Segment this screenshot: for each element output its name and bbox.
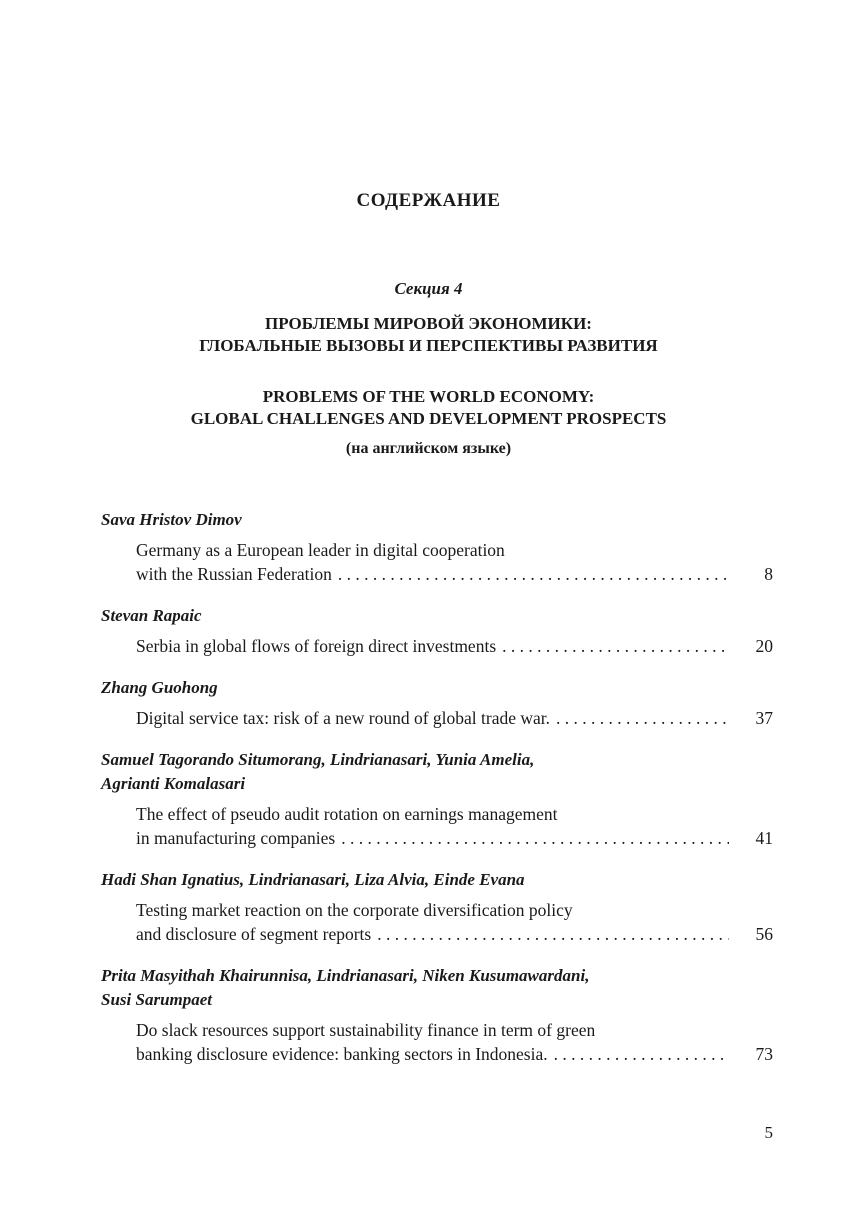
- entry-title-text: in manufacturing companies: [136, 828, 336, 848]
- entry-authors-line: Sava Hristov Dimov: [101, 510, 242, 529]
- entry-title-last-line: [136, 562, 773, 586]
- entry-authors-line: Zhang Guohong: [101, 678, 218, 697]
- entry-title-text: and disclosure of segment reports: [136, 924, 372, 944]
- section-label: Секция 4: [394, 279, 463, 298]
- entry-article[interactable]: [101, 538, 773, 586]
- entry-title-text: Digital service tax: risk of a new round of global trade war.: [136, 708, 551, 728]
- dot-leader: [554, 1042, 729, 1066]
- section-title-ru-line2: ГЛОБАЛЬНЫЕ ВЫЗОВЫ И ПЕРСПЕКТИВЫ РАЗВИТИЯ: [199, 336, 658, 355]
- entry-page-number: 20: [755, 636, 773, 656]
- toc-heading: СОДЕРЖАНИЕ: [356, 190, 501, 211]
- entry-authors-line: Susi Sarumpaet: [101, 990, 213, 1009]
- entry-title-line: Do slack resources support sustainability finance in term of green: [136, 1020, 596, 1040]
- entry-article[interactable]: [101, 706, 773, 730]
- entry-title-line: Testing market reaction on the corporate diversification policy: [136, 900, 573, 920]
- toc-entries: [101, 508, 773, 1084]
- entry-article[interactable]: [101, 1018, 773, 1066]
- language-note: (на английском языке): [345, 440, 512, 457]
- entry-authors-line: Stevan Rapaic: [101, 606, 202, 625]
- toc-entry: [101, 676, 773, 730]
- section-title-en-line2: GLOBAL CHALLENGES AND DEVELOPMENT PROSPECTS: [190, 409, 667, 428]
- entry-title-last-line: [136, 634, 773, 658]
- entry-title-line: The effect of pseudo audit rotation on earnings management: [136, 804, 558, 824]
- toc-entry: [101, 748, 773, 850]
- toc-entry: [101, 868, 773, 946]
- entry-authors-line: Prita Masyithah Khairunnisa, Lindrianasari, Niken Kusumawardani,: [101, 966, 590, 985]
- section-title-russian: [0, 313, 857, 357]
- entry-authors: [101, 508, 773, 532]
- dot-leader: [377, 922, 729, 946]
- entry-authors: [101, 748, 773, 796]
- entry-authors-line: Hadi Shan Ignatius, Lindrianasari, Liza Alvia, Einde Evana: [101, 870, 525, 889]
- entry-page-number: 56: [755, 924, 773, 944]
- entry-authors: [101, 868, 773, 892]
- entry-title-line: Germany as a European leader in digital cooperation: [136, 540, 505, 560]
- section-title-english: [0, 386, 857, 430]
- section-title-en-line1: PROBLEMS OF THE WORLD ECONOMY:: [262, 387, 595, 406]
- entry-title-text: Serbia in global flows of foreign direct investments: [136, 636, 497, 656]
- entry-authors-line: Agrianti Komalasari: [101, 774, 246, 793]
- entry-page-number: 8: [764, 564, 773, 584]
- dot-leader: [341, 826, 729, 850]
- section-title-ru-line1: ПРОБЛЕМЫ МИРОВОЙ ЭКОНОМИКИ:: [265, 314, 592, 333]
- entry-article[interactable]: [101, 802, 773, 850]
- dot-leader: [338, 562, 729, 586]
- entry-title-text: with the Russian Federation: [136, 564, 332, 584]
- dot-leader: [556, 706, 729, 730]
- entry-title-last-line: [136, 922, 773, 946]
- entry-title-last-line: [136, 826, 773, 850]
- entry-page-number: 41: [755, 828, 773, 848]
- entry-article[interactable]: [101, 634, 773, 658]
- entry-page-number: 37: [755, 708, 773, 728]
- toc-entry: [101, 508, 773, 586]
- entry-authors: [101, 604, 773, 628]
- page-number: 5: [764, 1123, 773, 1142]
- entry-authors-line: Samuel Tagorando Situmorang, Lindrianasari, Yunia Amelia,: [101, 750, 535, 769]
- entry-authors: [101, 964, 773, 1012]
- entry-authors: [101, 676, 773, 700]
- toc-entry: [101, 604, 773, 658]
- entry-title-last-line: [136, 706, 773, 730]
- entry-title-last-line: [136, 1042, 773, 1066]
- entry-title-text: banking disclosure evidence: banking sectors in Indonesia.: [136, 1044, 548, 1064]
- entry-page-number: 73: [755, 1044, 773, 1064]
- dot-leader: [502, 634, 729, 658]
- toc-entry: [101, 964, 773, 1066]
- entry-article[interactable]: [101, 898, 773, 946]
